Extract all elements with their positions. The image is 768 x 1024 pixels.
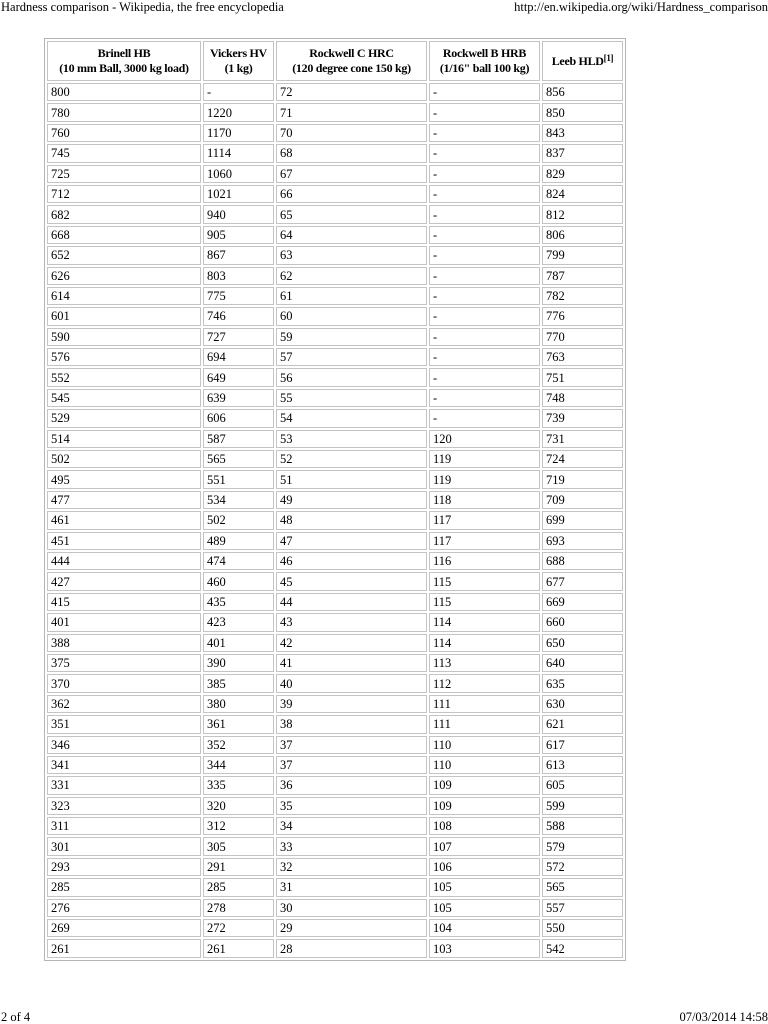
- brinell-cell: 388: [47, 634, 201, 652]
- rockwell-c-cell: 59: [276, 328, 427, 346]
- rockwell-c-cell: 61: [276, 287, 427, 305]
- table-row: [47, 878, 623, 896]
- rockwell-b-cell: -: [429, 368, 540, 386]
- leeb-cell: 824: [542, 185, 623, 203]
- vickers-cell: 1021: [203, 185, 274, 203]
- table-row: [47, 124, 623, 142]
- table-row: [47, 103, 623, 121]
- table-row: [47, 899, 623, 917]
- rockwell-b-cell: -: [429, 103, 540, 121]
- vickers-cell: 905: [203, 226, 274, 244]
- brinell-cell: 712: [47, 185, 201, 203]
- vickers-cell: 261: [203, 939, 274, 957]
- rockwell-c-cell: 62: [276, 267, 427, 285]
- vickers-cell: 460: [203, 572, 274, 590]
- table-row: [47, 695, 623, 713]
- brinell-cell: 351: [47, 715, 201, 733]
- leeb-cell: 565: [542, 878, 623, 896]
- vickers-cell: 1114: [203, 144, 274, 162]
- brinell-cell: 362: [47, 695, 201, 713]
- leeb-cell: 748: [542, 389, 623, 407]
- rockwell-b-cell: 117: [429, 532, 540, 550]
- vickers-cell: 380: [203, 695, 274, 713]
- vickers-cell: 423: [203, 613, 274, 631]
- column-header-brinell: [47, 41, 201, 81]
- rockwell-c-cell: 34: [276, 817, 427, 835]
- rockwell-b-cell: -: [429, 348, 540, 366]
- leeb-cell: 617: [542, 736, 623, 754]
- leeb-cell: 572: [542, 858, 623, 876]
- rockwell-b-cell: 118: [429, 491, 540, 509]
- brinell-cell: 576: [47, 348, 201, 366]
- column-header-rockwell-c: [276, 41, 427, 81]
- vickers-cell: 435: [203, 593, 274, 611]
- vickers-cell: 320: [203, 797, 274, 815]
- brinell-cell: 800: [47, 83, 201, 101]
- table-body: [47, 83, 623, 958]
- rockwell-b-cell: 110: [429, 736, 540, 754]
- rockwell-c-cell: 46: [276, 552, 427, 570]
- leeb-cell: 709: [542, 491, 623, 509]
- leeb-cell: 850: [542, 103, 623, 121]
- rockwell-b-cell: 105: [429, 878, 540, 896]
- table-row: [47, 552, 623, 570]
- leeb-cell: 640: [542, 654, 623, 672]
- hardness-comparison-table: [44, 38, 626, 961]
- vickers-cell: -: [203, 83, 274, 101]
- brinell-cell: 529: [47, 409, 201, 427]
- vickers-cell: 335: [203, 776, 274, 794]
- table-row: [47, 470, 623, 488]
- rockwell-b-cell: -: [429, 328, 540, 346]
- column-header-subtitle: (1/16" ball 100 kg): [439, 61, 530, 75]
- rockwell-b-cell: -: [429, 389, 540, 407]
- rockwell-c-cell: 54: [276, 409, 427, 427]
- brinell-cell: 725: [47, 165, 201, 183]
- rockwell-c-cell: 49: [276, 491, 427, 509]
- leeb-cell: 787: [542, 267, 623, 285]
- leeb-cell: 650: [542, 634, 623, 652]
- leeb-cell: 621: [542, 715, 623, 733]
- rockwell-c-cell: 41: [276, 654, 427, 672]
- column-header-title: Rockwell B HRB: [442, 46, 527, 60]
- vickers-cell: 401: [203, 634, 274, 652]
- rockwell-c-cell: 37: [276, 756, 427, 774]
- table-row: [47, 572, 623, 590]
- rockwell-c-cell: 30: [276, 899, 427, 917]
- leeb-cell: 751: [542, 368, 623, 386]
- table-row: [47, 634, 623, 652]
- rockwell-b-cell: 108: [429, 817, 540, 835]
- leeb-cell: 605: [542, 776, 623, 794]
- rockwell-b-cell: -: [429, 226, 540, 244]
- brinell-cell: 341: [47, 756, 201, 774]
- rockwell-b-cell: 113: [429, 654, 540, 672]
- table-row: [47, 348, 623, 366]
- rockwell-b-cell: -: [429, 267, 540, 285]
- rockwell-b-cell: 107: [429, 837, 540, 855]
- vickers-cell: 551: [203, 470, 274, 488]
- rockwell-b-cell: 104: [429, 919, 540, 937]
- rockwell-c-cell: 52: [276, 450, 427, 468]
- table-row: [47, 674, 623, 692]
- rockwell-c-cell: 36: [276, 776, 427, 794]
- brinell-cell: 427: [47, 572, 201, 590]
- leeb-cell: 829: [542, 165, 623, 183]
- rockwell-c-cell: 45: [276, 572, 427, 590]
- brinell-cell: 444: [47, 552, 201, 570]
- leeb-cell: 557: [542, 899, 623, 917]
- table-row: [47, 328, 623, 346]
- column-header-title: Vickers HV: [210, 46, 267, 60]
- vickers-cell: 746: [203, 307, 274, 325]
- rockwell-b-cell: 109: [429, 776, 540, 794]
- leeb-cell: 724: [542, 450, 623, 468]
- footnote-link[interactable]: [1]: [603, 52, 614, 63]
- rockwell-c-cell: 70: [276, 124, 427, 142]
- vickers-cell: 291: [203, 858, 274, 876]
- brinell-cell: 626: [47, 267, 201, 285]
- rockwell-b-cell: -: [429, 205, 540, 223]
- leeb-cell: 776: [542, 307, 623, 325]
- leeb-cell: 688: [542, 552, 623, 570]
- rockwell-b-cell: 103: [429, 939, 540, 957]
- brinell-cell: 276: [47, 899, 201, 917]
- brinell-cell: 590: [47, 328, 201, 346]
- rockwell-b-cell: 119: [429, 450, 540, 468]
- leeb-cell: 677: [542, 572, 623, 590]
- leeb-cell: 588: [542, 817, 623, 835]
- vickers-cell: 867: [203, 246, 274, 264]
- brinell-cell: 301: [47, 837, 201, 855]
- column-header-subtitle: (1 kg): [224, 61, 253, 75]
- brinell-cell: 601: [47, 307, 201, 325]
- rockwell-b-cell: 115: [429, 593, 540, 611]
- print-timestamp: 07/03/2014 14:58: [679, 1010, 768, 1024]
- brinell-cell: 461: [47, 511, 201, 529]
- brinell-cell: 545: [47, 389, 201, 407]
- print-url: http://en.wikipedia.org/wiki/Hardness_comparison: [514, 0, 768, 14]
- leeb-cell: 806: [542, 226, 623, 244]
- brinell-cell: 451: [47, 532, 201, 550]
- table-header: [47, 41, 623, 81]
- column-header-rockwell-b: [429, 41, 540, 81]
- rockwell-b-cell: -: [429, 144, 540, 162]
- rockwell-c-cell: 40: [276, 674, 427, 692]
- vickers-cell: 1060: [203, 165, 274, 183]
- rockwell-c-cell: 51: [276, 470, 427, 488]
- brinell-cell: 323: [47, 797, 201, 815]
- brinell-cell: 682: [47, 205, 201, 223]
- leeb-cell: 669: [542, 593, 623, 611]
- table-row: [47, 593, 623, 611]
- table-row: [47, 797, 623, 815]
- leeb-cell: 843: [542, 124, 623, 142]
- column-header-leeb: [542, 41, 623, 81]
- rockwell-b-cell: -: [429, 124, 540, 142]
- column-header-title: Brinell HB: [97, 46, 151, 60]
- vickers-cell: 775: [203, 287, 274, 305]
- table-row: [47, 715, 623, 733]
- rockwell-c-cell: 29: [276, 919, 427, 937]
- rockwell-c-cell: 44: [276, 593, 427, 611]
- rockwell-b-cell: 114: [429, 613, 540, 631]
- leeb-cell: 599: [542, 797, 623, 815]
- vickers-cell: 390: [203, 654, 274, 672]
- vickers-cell: 489: [203, 532, 274, 550]
- table-row: [47, 491, 623, 509]
- vickers-cell: 565: [203, 450, 274, 468]
- leeb-cell: 613: [542, 756, 623, 774]
- brinell-cell: 780: [47, 103, 201, 121]
- rockwell-b-cell: 111: [429, 695, 540, 713]
- vickers-cell: 312: [203, 817, 274, 835]
- rockwell-b-cell: -: [429, 307, 540, 325]
- brinell-cell: 346: [47, 736, 201, 754]
- header-row: [47, 41, 623, 81]
- rockwell-c-cell: 71: [276, 103, 427, 121]
- rockwell-b-cell: -: [429, 185, 540, 203]
- rockwell-c-cell: 32: [276, 858, 427, 876]
- rockwell-b-cell: 119: [429, 470, 540, 488]
- rockwell-b-cell: 105: [429, 899, 540, 917]
- rockwell-c-cell: 55: [276, 389, 427, 407]
- rockwell-c-cell: 57: [276, 348, 427, 366]
- leeb-cell: 550: [542, 919, 623, 937]
- rockwell-c-cell: 68: [276, 144, 427, 162]
- leeb-cell: 812: [542, 205, 623, 223]
- table-row: [47, 246, 623, 264]
- brinell-cell: 269: [47, 919, 201, 937]
- rockwell-b-cell: 112: [429, 674, 540, 692]
- vickers-cell: 803: [203, 267, 274, 285]
- brinell-cell: 495: [47, 470, 201, 488]
- brinell-cell: 415: [47, 593, 201, 611]
- rockwell-c-cell: 47: [276, 532, 427, 550]
- rockwell-b-cell: 115: [429, 572, 540, 590]
- rockwell-c-cell: 39: [276, 695, 427, 713]
- brinell-cell: 514: [47, 430, 201, 448]
- table-row: [47, 307, 623, 325]
- table-row: [47, 939, 623, 957]
- print-page-title: Hardness comparison - Wikipedia, the free encyclopedia: [1, 0, 284, 14]
- table-row: [47, 165, 623, 183]
- rockwell-c-cell: 31: [276, 878, 427, 896]
- vickers-cell: 502: [203, 511, 274, 529]
- vickers-cell: 587: [203, 430, 274, 448]
- brinell-cell: 502: [47, 450, 201, 468]
- brinell-cell: 614: [47, 287, 201, 305]
- leeb-cell: 579: [542, 837, 623, 855]
- brinell-cell: 285: [47, 878, 201, 896]
- brinell-cell: 375: [47, 654, 201, 672]
- table-row: [47, 185, 623, 203]
- table-row: [47, 532, 623, 550]
- column-header-subtitle: (120 degree cone 150 kg): [292, 61, 411, 75]
- vickers-cell: 1220: [203, 103, 274, 121]
- column-header-title: Leeb HLD: [551, 53, 604, 68]
- leeb-cell: 837: [542, 144, 623, 162]
- print-page-number: 2 of 4: [1, 1010, 31, 1024]
- rockwell-c-cell: 28: [276, 939, 427, 957]
- rockwell-c-cell: 63: [276, 246, 427, 264]
- vickers-cell: 305: [203, 837, 274, 855]
- brinell-cell: 370: [47, 674, 201, 692]
- brinell-cell: 401: [47, 613, 201, 631]
- rockwell-c-cell: 48: [276, 511, 427, 529]
- rockwell-b-cell: 116: [429, 552, 540, 570]
- rockwell-c-cell: 37: [276, 736, 427, 754]
- table-row: [47, 613, 623, 631]
- rockwell-c-cell: 38: [276, 715, 427, 733]
- leeb-cell: 630: [542, 695, 623, 713]
- table-row: [47, 817, 623, 835]
- table-row: [47, 430, 623, 448]
- leeb-cell: 799: [542, 246, 623, 264]
- table-row: [47, 287, 623, 305]
- leeb-cell: 635: [542, 674, 623, 692]
- rockwell-b-cell: -: [429, 83, 540, 101]
- table-row: [47, 368, 623, 386]
- vickers-cell: 639: [203, 389, 274, 407]
- leeb-cell: 856: [542, 83, 623, 101]
- vickers-cell: 534: [203, 491, 274, 509]
- leeb-cell: 699: [542, 511, 623, 529]
- rockwell-c-cell: 67: [276, 165, 427, 183]
- table-row: [47, 919, 623, 937]
- table-row: [47, 858, 623, 876]
- brinell-cell: 760: [47, 124, 201, 142]
- rockwell-b-cell: -: [429, 165, 540, 183]
- brinell-cell: 331: [47, 776, 201, 794]
- rockwell-b-cell: 106: [429, 858, 540, 876]
- brinell-cell: 311: [47, 817, 201, 835]
- leeb-cell: 770: [542, 328, 623, 346]
- print-footer: [0, 1010, 768, 1024]
- vickers-cell: 352: [203, 736, 274, 754]
- table-row: [47, 837, 623, 855]
- table-row: [47, 450, 623, 468]
- rockwell-c-cell: 65: [276, 205, 427, 223]
- rockwell-c-cell: 33: [276, 837, 427, 855]
- vickers-cell: 385: [203, 674, 274, 692]
- vickers-cell: 694: [203, 348, 274, 366]
- rockwell-c-cell: 53: [276, 430, 427, 448]
- table-row: [47, 756, 623, 774]
- leeb-cell: 731: [542, 430, 623, 448]
- brinell-cell: 652: [47, 246, 201, 264]
- print-header: [0, 0, 768, 16]
- rockwell-c-cell: 42: [276, 634, 427, 652]
- brinell-cell: 668: [47, 226, 201, 244]
- rockwell-b-cell: 111: [429, 715, 540, 733]
- rockwell-c-cell: 35: [276, 797, 427, 815]
- table-row: [47, 267, 623, 285]
- table-row: [47, 511, 623, 529]
- vickers-cell: 606: [203, 409, 274, 427]
- rockwell-c-cell: 72: [276, 83, 427, 101]
- rockwell-c-cell: 56: [276, 368, 427, 386]
- rockwell-b-cell: 117: [429, 511, 540, 529]
- vickers-cell: 344: [203, 756, 274, 774]
- rockwell-b-cell: 114: [429, 634, 540, 652]
- vickers-cell: 1170: [203, 124, 274, 142]
- vickers-cell: 727: [203, 328, 274, 346]
- brinell-cell: 261: [47, 939, 201, 957]
- leeb-cell: 542: [542, 939, 623, 957]
- leeb-cell: 739: [542, 409, 623, 427]
- brinell-cell: 293: [47, 858, 201, 876]
- leeb-cell: 719: [542, 470, 623, 488]
- vickers-cell: 361: [203, 715, 274, 733]
- leeb-cell: 660: [542, 613, 623, 631]
- vickers-cell: 474: [203, 552, 274, 570]
- column-header-vickers: [203, 41, 274, 81]
- column-header-subtitle: (10 mm Ball, 3000 kg load): [59, 61, 189, 75]
- vickers-cell: 649: [203, 368, 274, 386]
- brinell-cell: 477: [47, 491, 201, 509]
- vickers-cell: 278: [203, 899, 274, 917]
- brinell-cell: 745: [47, 144, 201, 162]
- table-row: [47, 736, 623, 754]
- table-row: [47, 654, 623, 672]
- vickers-cell: 285: [203, 878, 274, 896]
- rockwell-c-cell: 43: [276, 613, 427, 631]
- table-row: [47, 205, 623, 223]
- column-header-title: Rockwell C HRC: [309, 46, 394, 60]
- rockwell-b-cell: 110: [429, 756, 540, 774]
- rockwell-b-cell: -: [429, 287, 540, 305]
- vickers-cell: 940: [203, 205, 274, 223]
- table-row: [47, 144, 623, 162]
- brinell-cell: 552: [47, 368, 201, 386]
- rockwell-b-cell: -: [429, 409, 540, 427]
- table-row: [47, 83, 623, 101]
- rockwell-c-cell: 66: [276, 185, 427, 203]
- leeb-cell: 693: [542, 532, 623, 550]
- table-row: [47, 389, 623, 407]
- table-row: [47, 776, 623, 794]
- rockwell-b-cell: 109: [429, 797, 540, 815]
- rockwell-c-cell: 60: [276, 307, 427, 325]
- rockwell-b-cell: -: [429, 246, 540, 264]
- leeb-cell: 782: [542, 287, 623, 305]
- rockwell-b-cell: 120: [429, 430, 540, 448]
- table-row: [47, 226, 623, 244]
- leeb-cell: 763: [542, 348, 623, 366]
- table-row: [47, 409, 623, 427]
- rockwell-c-cell: 64: [276, 226, 427, 244]
- vickers-cell: 272: [203, 919, 274, 937]
